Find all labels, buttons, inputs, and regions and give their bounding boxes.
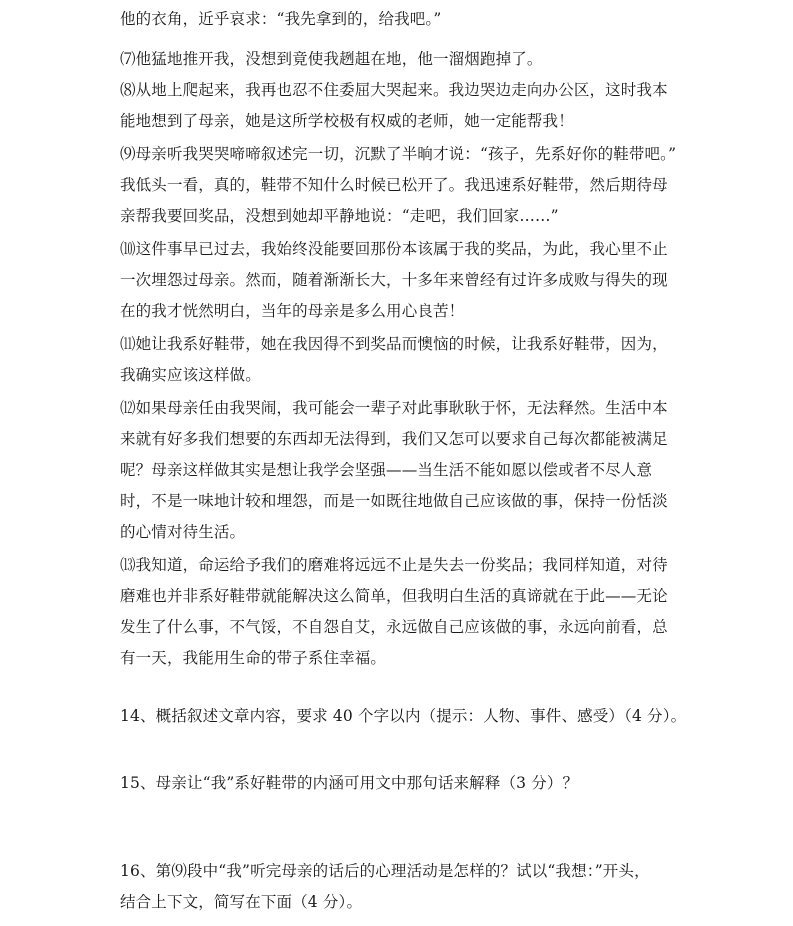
paragraph-11: ⑾她让我系好鞋带，她在我因得不到奖品而懊恼的时候，让我系好鞋带，因为， (120, 335, 668, 353)
question-16-text: 16、第⑼段中“我”听完母亲的话后的心理活动是怎样的？试以“我想：”开头， (120, 862, 650, 880)
passage-line: 磨难也并非系好鞋带就能解决这么简单，但我明白生活的真谛就在于此——无论 (120, 587, 668, 605)
question-16-text: 结合上下文，简写在下面（4 分）。 (120, 893, 363, 911)
question-15-text: 15、母亲让“我”系好鞋带的内涵可用文中那句话来解释（3 分）？ (120, 774, 579, 792)
paragraph-9: ⑼母亲听我哭哭啼啼叙述完一切，沉默了半晌才说：“孩子，先系好你的鞋带吧。” (120, 145, 677, 163)
paragraph-7: ⑺他猛地推开我，没想到竟使我趔趄在地，他一溜烟跑掉了。 (120, 50, 543, 68)
paragraph-12: ⑿如果母亲任由我哭闹，我可能会一辈子对此事耿耿于怀，无法释然。生活中本 (120, 399, 668, 417)
paragraph-10: ⑽这件事早已过去，我始终没能要回那份本该属于我的奖品，为此，我心里不止 (120, 240, 668, 258)
passage-line: 我确实应该这样做。 (120, 366, 261, 384)
passage-line: 时，不是一味地计较和埋怨，而是一如既往地做自己应该做的事，保持一份恬淡 (120, 492, 668, 510)
passage-line: 在的我才恍然明白，当年的母亲是多么用心良苦！ (120, 302, 465, 320)
passage-line: 的心情对待生活。 (120, 523, 246, 541)
passage-line: 能地想到了母亲，她是这所学校极有权威的老师，她一定能帮我！ (120, 112, 574, 130)
passage-line: 我低头一看，真的，鞋带不知什么时候已松开了。我迅速系好鞋带，然后期待母 (120, 176, 668, 194)
passage-line: 亲帮我要回奖品，没想到她却平静地说：“走吧，我们回家……” (120, 207, 559, 225)
passage-line: 他的衣角，近乎哀求：“我先拿到的，给我吧。” (120, 10, 442, 28)
paragraph-13: ⒀我知道，命运给予我们的磨难将远远不止是失去一份奖品；我同样知道，对待 (120, 556, 668, 574)
question-14-text: 14、概括叙述文章内容，要求 40 个字以内（提示：人物、事件、感受）（4 分）。 (120, 707, 687, 725)
passage-line: 呢？母亲这样做其实是想让我学会坚强——当生活不能如愿以偿或者不尽人意 (120, 461, 653, 479)
passage-line: 发生了什么事，不气馁，不自怨自艾，永远做自己应该做的事，永远向前看，总 (120, 618, 668, 636)
paragraph-8: ⑻从地上爬起来，我再也忍不住委屈大哭起来。我边哭边走向办公区，这时我本 (120, 81, 668, 99)
passage-line: 有一天，我能用生命的带子系住幸福。 (120, 649, 387, 667)
passage-line: 一次埋怨过母亲。然而，随着渐渐长大，十多年来曾经有过许多成败与得失的现 (120, 271, 668, 289)
passage-line: 来就有好多我们想要的东西却无法得到，我们又怎可以要求自己每次都能被满足 (120, 430, 668, 448)
